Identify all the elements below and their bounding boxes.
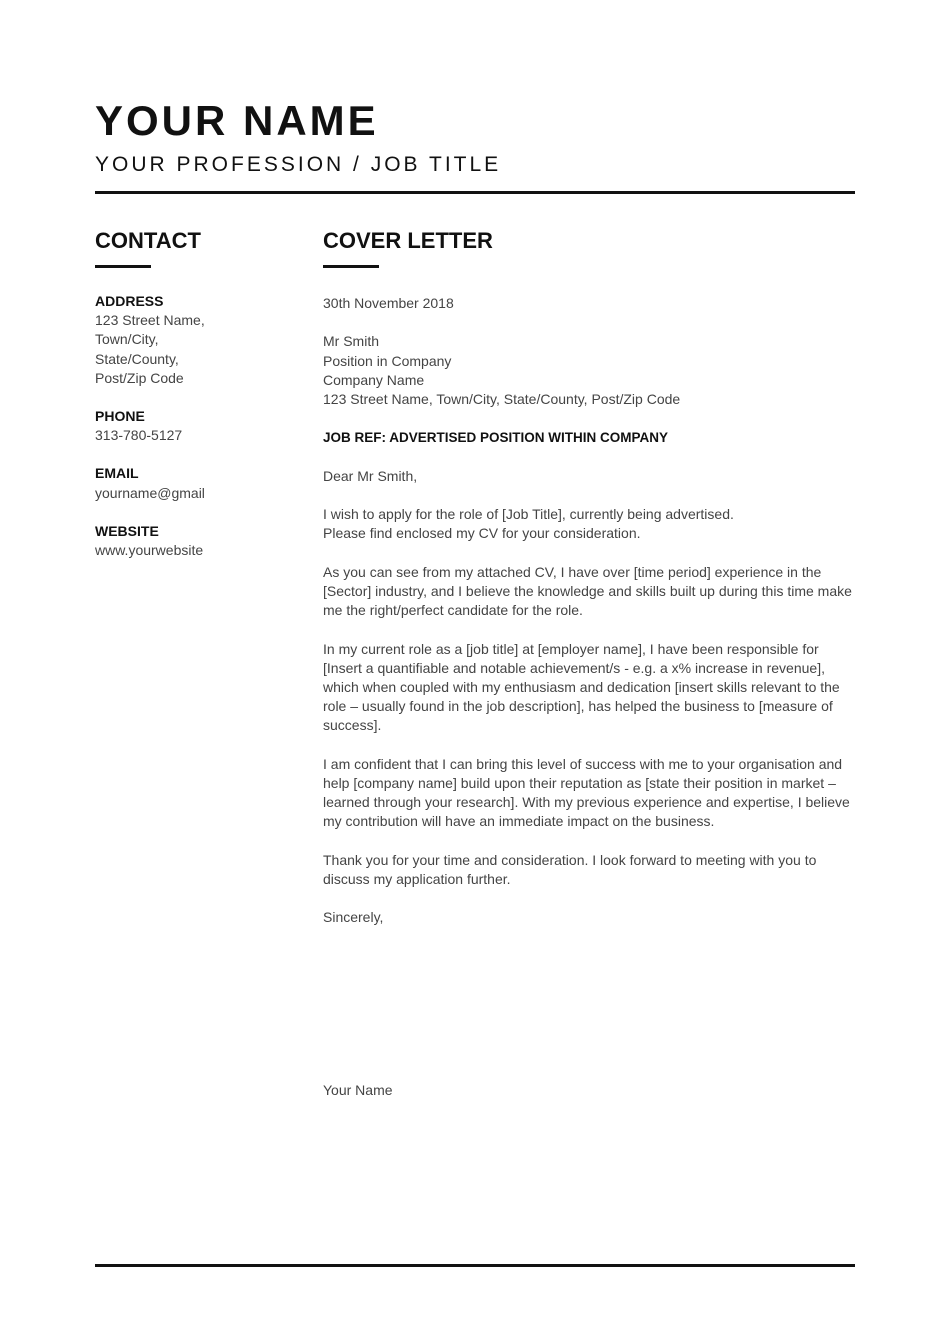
address-line: State/County, [95, 350, 179, 367]
website-label: WEBSITE [95, 522, 159, 539]
recipient-line: Mr Smith [323, 333, 379, 350]
recipient-address [323, 332, 858, 409]
contact-heading: CONTACT [95, 228, 201, 253]
address-label: ADDRESS [95, 293, 164, 309]
header-divider [95, 191, 855, 194]
candidate-name: YOUR NAME [95, 97, 379, 144]
letter-date: 30th November 2018 [323, 295, 454, 311]
recipient-line: Position in Company [323, 352, 452, 369]
closing: Sincerely, [323, 909, 384, 926]
footer-divider [95, 1264, 855, 1267]
body-paragraph: Thank you for your time and consideration. I look forward to meeting with you to discuss my application further. [323, 851, 817, 887]
email-value: yourname@gmail [95, 484, 205, 501]
recipient-line: Company Name [323, 371, 425, 388]
profession-title: YOUR PROFESSION / JOB TITLE [95, 153, 502, 176]
intro-line: Please find enclosed my CV for your consideration. [323, 525, 641, 542]
cover-letter-heading: COVER LETTER [323, 228, 493, 253]
phone-block [95, 407, 295, 445]
intro-line: I wish to apply for the role of [Job Title], currently being advertised. [323, 506, 734, 523]
address-line: Town/City, [95, 331, 159, 348]
salutation: Dear Mr Smith, [323, 467, 418, 484]
letter-body [323, 294, 858, 947]
body-paragraph: As you can see from my attached CV, I have over [time period] experience in the [Sector] industry, and I believe the knowledge and skills built up during this time make me the right/perfect candidate for the role. [323, 563, 852, 619]
website-value: www.yourwebsite [95, 542, 204, 559]
phone-label: PHONE [95, 408, 145, 425]
intro-paragraph [323, 505, 858, 543]
email-label: EMAIL [95, 465, 139, 482]
email-block [95, 464, 295, 502]
address-block [95, 292, 295, 388]
recipient-line: 123 Street Name, Town/City, State/County, Post/Zip Code [323, 391, 681, 407]
phone-value: 313-780-5127 [95, 427, 183, 444]
signature-name: Your Name [323, 1082, 393, 1098]
job-reference: JOB REF: ADVERTISED POSITION WITHIN COMPANY [323, 430, 669, 446]
address-line: Post/Zip Code [95, 369, 184, 386]
body-paragraph: In my current role as a [job title] at [employer name], I have been responsible for [Insert a quantifiable and notable achievement/s - e.g. a x% increase in revenue], which when coupled with my enthusiasm and dedication [insert skills relevant to the role – usually found in the job description], has helped the business to [measure of success]. [323, 640, 840, 734]
cover-letter-heading-underline [323, 265, 379, 268]
website-block [95, 522, 295, 560]
body-paragraph: I am confident that I can bring this level of success with me to your organisation and help [company name] build upon their reputation as [state their position in market – learned through your research]. With my previous experience and expertise, I believe my contribution will have an immediate impact on the business. [323, 755, 850, 830]
contact-sidebar [95, 292, 295, 579]
contact-heading-underline [95, 265, 151, 268]
address-line: 123 Street Name, [95, 312, 205, 329]
